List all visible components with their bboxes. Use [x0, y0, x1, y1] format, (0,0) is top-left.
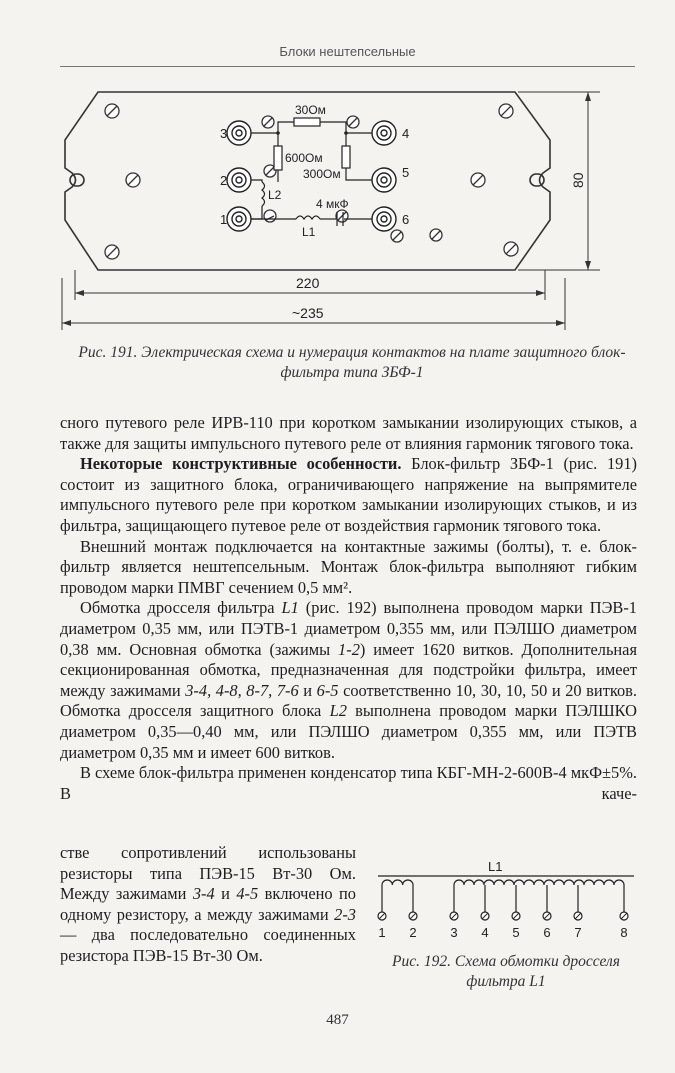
terminal-label: 4	[481, 925, 489, 940]
wire-2-l2	[251, 180, 262, 182]
paragraph-5-text	[60, 843, 356, 967]
p4-terminals-6-5: 6-5	[316, 680, 339, 700]
winding-coil	[454, 880, 624, 885]
p5-part: включено по одному резистору, а между зажимами	[60, 884, 356, 924]
screw-mid-right	[471, 173, 485, 187]
contact-label-5: 5	[402, 165, 410, 180]
figure-191-caption: Рис. 191. Электрическая схема и нумерация контактов на плате защитного блок-фильтра типа ЗБФ-1	[78, 344, 626, 381]
running-head: Блоки нештепсельные	[279, 44, 416, 59]
p4-l2: L2	[329, 701, 347, 721]
paragraph-2-heading: Некоторые конструктивные особенности.	[80, 454, 402, 474]
screw-inner-tr	[347, 116, 359, 128]
p4-part: соответственно 10, 30, 10, 50 и 20 витков. Обмотка дросселя защитного блока	[60, 680, 638, 721]
p4-l1: L1	[281, 598, 299, 618]
resistor-right-label: 300Ом	[303, 167, 341, 181]
figure-191-plate-drawing	[40, 78, 600, 340]
contact-6	[372, 207, 396, 231]
p5-part: — два последовательно соединенных резистора ПЭВ-15 Вт-30 Ом.	[60, 925, 356, 965]
dim-220-label: 220	[296, 275, 320, 291]
p4-terminal-list: 3-4, 4-8, 8-7, 7-6	[185, 680, 299, 700]
winding-coil	[382, 880, 413, 885]
choke-l1	[296, 216, 320, 219]
terminal-label: 8	[620, 925, 628, 940]
contact-label-4: 4	[402, 126, 410, 141]
wire-l2-1	[251, 206, 262, 219]
p4-part: (рис. 192) выполнена проводом марки ПЭВ-1 диаметром 0,35 мм, или ПЭТВ-1 диаметром 0,355 мм, или ПЭЛШО диаметром 0,38 мм. Основная обмотка (зажимы	[60, 598, 637, 659]
p5-terminals-4-5: 4-5	[236, 884, 259, 904]
contact-label-3: 3	[220, 126, 228, 141]
screw-inner-tl	[262, 116, 274, 128]
paragraph-4	[60, 598, 637, 763]
p4-part: выполнена проводом марки ПЭЛШКО диаметром 0,35—0,40 мм, или ПЭЛШО диаметром 0,355 мм, или ПЭТВ диаметром 0,35 мм и имеет 600 витков.	[60, 701, 637, 762]
paragraph-2	[60, 454, 637, 536]
p4-part: и	[298, 680, 317, 700]
paragraph-5-continued	[60, 843, 356, 967]
body-text	[60, 413, 637, 804]
contact-2	[227, 168, 251, 192]
screw-lower-r	[391, 230, 403, 242]
contact-1	[227, 207, 251, 231]
dim-80-label: 80	[570, 172, 586, 188]
winding-label-l1: L1	[488, 859, 503, 874]
resistor-top-label: 30Ом	[295, 103, 326, 117]
terminal-label: 7	[574, 925, 582, 940]
p5-terminals-2-3: 2-3	[334, 904, 356, 924]
paragraph-2-body: Блок-фильтр ЗБФ-1 (рис. 191) состоит из защитного блока, ограничивающего напряжение на выпрямителе импульсного путевого реле при коротком замыкании изолирующих стыков, и из фильтра, защищающего путевое реле от воздействия гармоник тягового тока.	[60, 454, 637, 535]
choke-l2	[262, 182, 265, 206]
page-number: 487	[326, 1012, 349, 1028]
contact-3	[227, 121, 251, 145]
wire-right-down	[346, 168, 372, 180]
header-rule	[60, 66, 635, 67]
resistor-left	[274, 146, 282, 170]
slot-right	[530, 174, 544, 186]
p4-terminals-1-2: 1-2	[338, 639, 360, 659]
screw-lower-l	[430, 229, 442, 241]
paragraph-3: Внешний монтаж подключается на контактные зажимы (болты), т. е. блок-фильтр является нештепсельным. Монтаж блок-фильтра выполняют гибким проводом марки ПМВГ сечением 0,5 мм².	[60, 536, 637, 597]
dim-235-label: ~235	[292, 305, 324, 321]
screw-bottom-left	[105, 245, 119, 259]
paragraph-5-head: В схеме блок-фильтра применен конденсатор типа КБГ-МН-2-600В-4 мкФ±5%. В каче-	[60, 763, 637, 803]
p5-part: и	[214, 884, 237, 904]
contact-label-2: 2	[220, 173, 228, 188]
contact-5	[372, 168, 396, 192]
terminal-label: 6	[543, 925, 551, 940]
screw-inner-bl	[264, 210, 276, 222]
choke-l2-label: L2	[268, 188, 282, 202]
screw-top-left	[105, 104, 119, 118]
terminal-label: 2	[409, 925, 417, 940]
choke-l1-label: L1	[302, 225, 316, 239]
terminal-label: 5	[512, 925, 520, 940]
screw-top-right	[499, 104, 513, 118]
contact-label-1: 1	[220, 212, 228, 227]
capacitor-label: 4 мкФ	[316, 197, 349, 211]
terminal-label: 3	[450, 925, 458, 940]
contact-label-6: 6	[402, 212, 410, 227]
contact-4	[372, 121, 396, 145]
p4-part: ) имеет 1620 витков. Дополнительная секционированная обмотка, предназначенная для подстройки фильтра, имеет между зажимами	[60, 639, 637, 700]
resistor-top	[294, 118, 320, 126]
figure-192-caption: Рис. 192. Схема обмотки дросселя фильтра L1	[392, 953, 620, 990]
resistor-left-label: 600Ом	[285, 151, 323, 165]
paragraph-1: сного путевого реле ИРВ-110 при коротком замыкании изолирующих стыков, а также для защиты импульсного путевого реле от влияния гармоник тягового тока.	[60, 413, 637, 453]
p4-part: Обмотка дросселя фильтра	[80, 598, 282, 618]
screw-inner-br	[336, 210, 348, 222]
p5-terminals-3-4: 3-4	[192, 884, 215, 904]
figure-192-winding-diagram	[372, 855, 640, 950]
screw-mid-left	[126, 173, 140, 187]
slot-left	[70, 174, 84, 186]
p5-part: стве сопротивлений использованы резисторы типа ПЭВ-15 Вт-30 Ом. Между зажимами	[60, 843, 356, 904]
terminal-label: 1	[378, 925, 386, 940]
screw-bottom-right	[504, 242, 518, 256]
resistor-right	[342, 146, 350, 168]
